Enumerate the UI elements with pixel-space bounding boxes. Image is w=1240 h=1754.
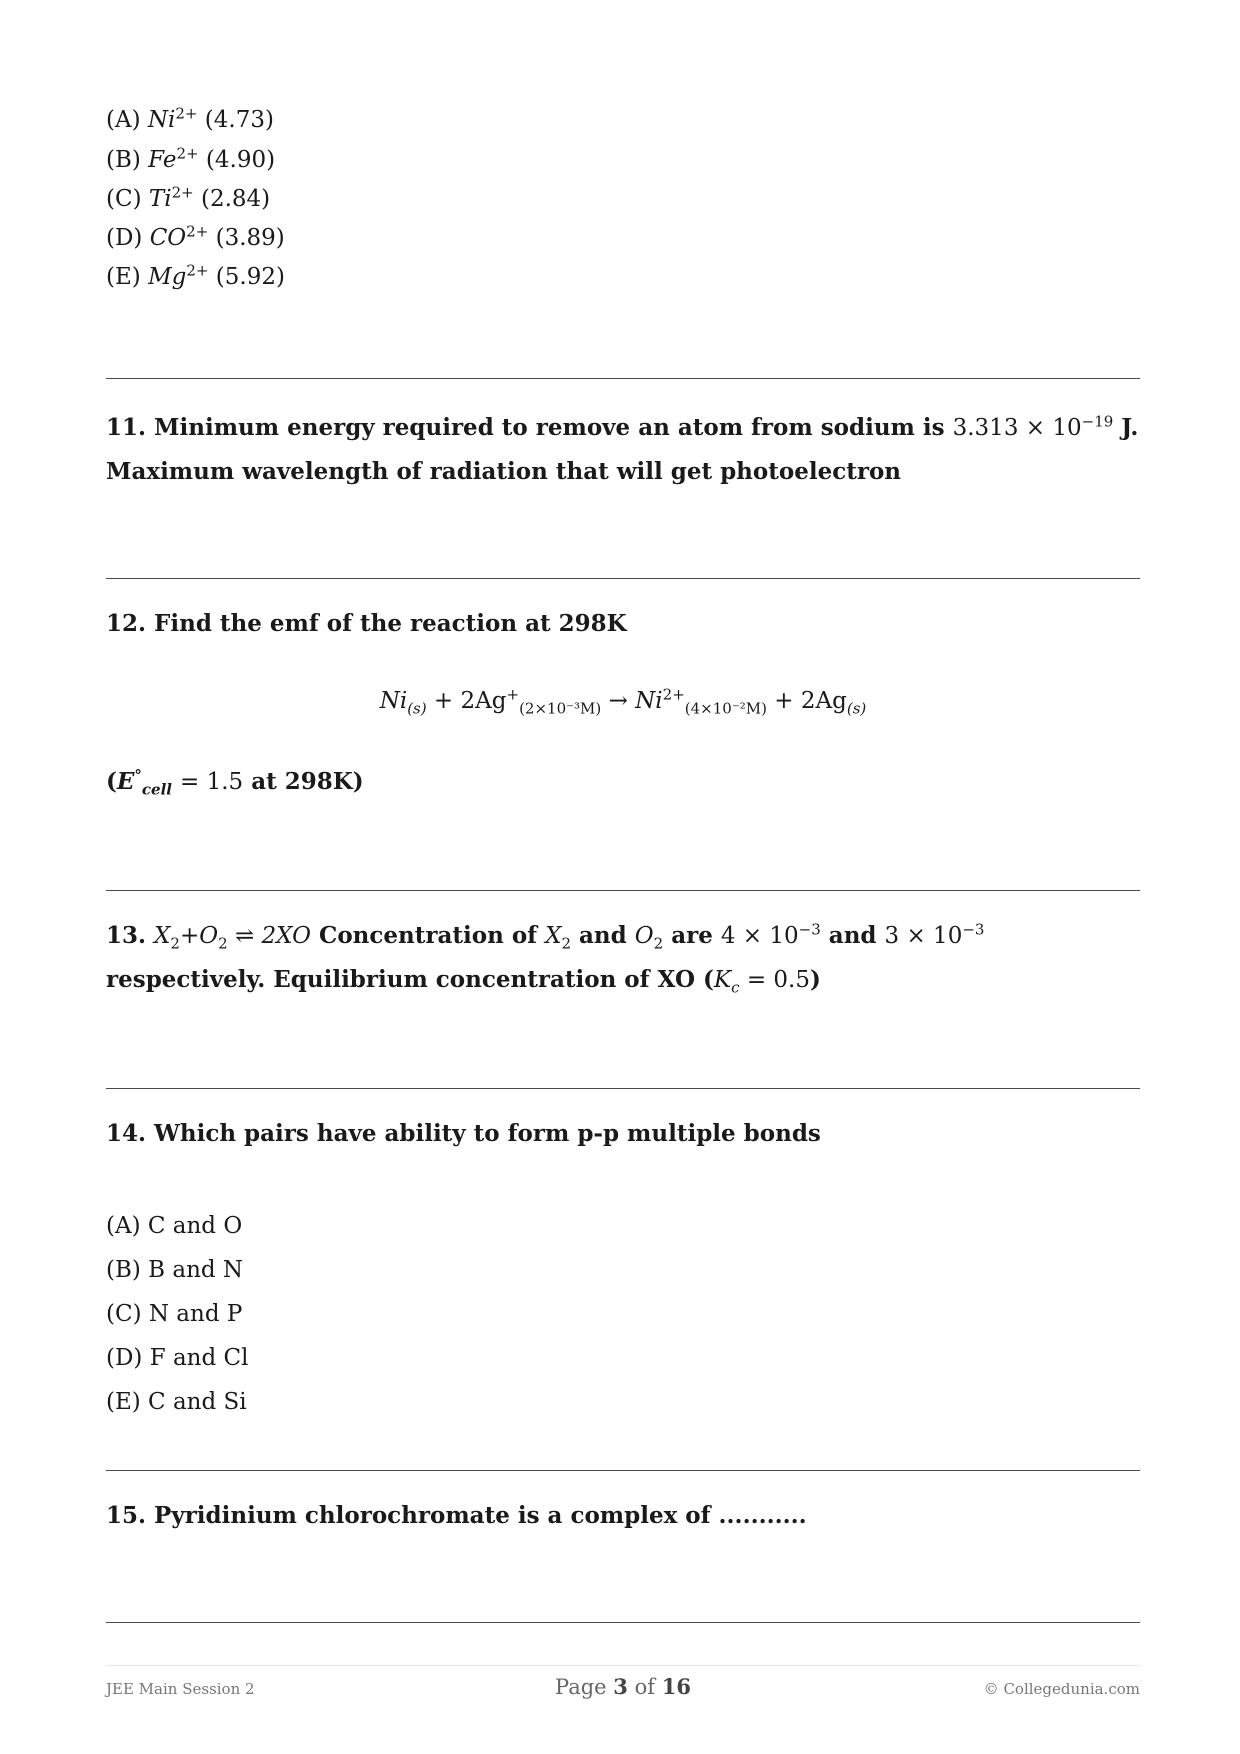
question-15: 15. Pyridinium chlorochromate is a complex of ........... xyxy=(106,1502,807,1529)
divider xyxy=(106,1470,1140,1471)
question-12: 12. Find the emf of the reaction at 298K xyxy=(106,610,627,637)
q14-option-c: (C) N and P xyxy=(106,1301,243,1327)
q14-option-a: (A) C and O xyxy=(106,1213,243,1239)
q14-option-e: (E) C and Si xyxy=(106,1389,247,1415)
q10-option-d: (D) $CO^{2+}$ (3.89) xyxy=(106,222,285,251)
divider xyxy=(106,578,1140,579)
page-indicator: Page 3 of 16 xyxy=(555,1674,691,1699)
q10-option-b: (B) $Fe^{2+}$ (4.90) xyxy=(106,144,276,173)
footer-copyright: © Collegedunia.com xyxy=(983,1680,1140,1698)
q14-option-d: (D) F and Cl xyxy=(106,1345,249,1371)
q10-option-a: (A) $Ni^{2+}$ (4.73) xyxy=(106,104,274,133)
q10-option-c: (C) $Ti^{2+}$ (2.84) xyxy=(106,183,271,212)
question-11: 11. Minimum energy required to remove an atom from sodium is $3.313 \times 10^{-19}$ J. Maximum wavelength of radiation that will get photoelectron xyxy=(106,412,1139,485)
divider xyxy=(106,1088,1140,1089)
q10-option-e: (E) $Mg^{2+}$ (5.92) xyxy=(106,261,285,290)
divider xyxy=(106,890,1140,891)
footer-divider xyxy=(106,1665,1140,1666)
reaction-equation: $Ni_{(s)} + 2Ag^+_{(2\times 10^{-3}M)} \to Ni^{2+}_{(4\times 10^{-2}M)} + 2Ag_{(s)}$ xyxy=(379,685,867,718)
question-14: 14. Which pairs have ability to form p-p multiple bonds xyxy=(106,1120,821,1147)
q12-condition: ($E^\circ_{cell} = 1.5$ at 298K) xyxy=(106,766,364,799)
q14-option-b: (B) B and N xyxy=(106,1257,244,1283)
divider xyxy=(106,378,1140,379)
question-13: 13. $X_2+O_2$ ⇌ 2XO Concentration of $X_2$ and $O_2$ are $4 \times 10^{-3}$ and $3 \times 10^{-3}$ respectively. Equilibrium concentration of XO $(K_c = 0.5)$ xyxy=(106,920,985,997)
document-page xyxy=(106,0,1140,1754)
divider xyxy=(106,1622,1140,1623)
footer-exam-name: JEE Main Session 2 xyxy=(106,1680,255,1698)
